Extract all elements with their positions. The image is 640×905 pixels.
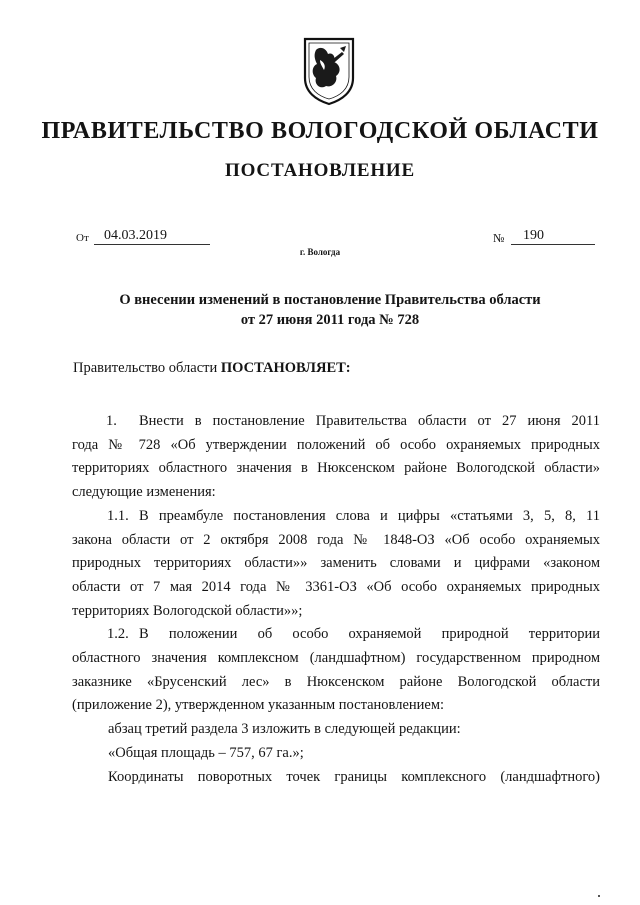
subject-line: от 27 июня 2011 года № 728 <box>240 312 420 328</box>
document-type: ПОСТАНОВЛЕНИЕ <box>225 160 415 181</box>
government-title: ПРАВИТЕЛЬСТВО ВОЛОГОДСКОЙ ОБЛАСТИ <box>41 118 599 144</box>
document-date: 04.03.2019 <box>94 228 210 245</box>
body-line: территориях Вологодской области»»; <box>72 602 303 619</box>
number-prefix: № <box>493 231 505 245</box>
body-line: заказнике «Брусенский лес» в Нюксенском районе Вологодской области <box>72 673 600 690</box>
city: г. Вологда <box>299 247 341 257</box>
decree-keyword: ПОСТАНОВЛЯЕТ: <box>220 360 351 376</box>
body-line: «Общая площадь – 757, 67 га.»; <box>108 744 304 761</box>
body-line: Координаты поворотных точек границы комплексного (ландшафтного) <box>108 768 600 785</box>
document-body <box>72 410 600 789</box>
subject-line: О внесении изменений в постановление Правительства области <box>119 292 541 308</box>
body-line: областного значения комплексном (ландшафтном) государственном природном <box>72 650 600 667</box>
item-number: 1.1. <box>107 507 129 524</box>
document-number: 190 <box>511 228 595 245</box>
item-number: 1.2. <box>107 626 129 643</box>
body-text: В положении об особо охраняемой природной территории <box>139 626 600 643</box>
body-line: абзац третий раздела 3 изложить в следующей редакции: <box>108 721 461 738</box>
body-line: года № 728 «Об утверждении положений об особо охраняемых природных <box>72 436 600 453</box>
decree-text: Правительство области <box>73 360 221 376</box>
document-subject <box>60 290 600 330</box>
item-number: 1. <box>106 413 117 429</box>
body-line <box>72 505 600 529</box>
vologda-coat-of-arms-icon <box>302 36 356 106</box>
body-line: закона области от 2 октября 2008 года № 1848-ОЗ «Об особо охраняемых <box>72 531 600 548</box>
body-line: (приложение 2), утвержденном указанным постановлением: <box>72 697 445 714</box>
date-prefix: От <box>76 232 89 244</box>
body-line <box>72 410 600 434</box>
decree-statement <box>73 360 351 377</box>
body-line: следующие изменения: <box>72 484 216 501</box>
body-line <box>72 623 600 647</box>
scan-speck <box>598 895 600 897</box>
body-text: В преамбуле постановления слова и цифры «статьями 3, 5, 8, 11 <box>139 507 600 524</box>
body-line: природных территориях области»» заменить словами и цифрами «законом <box>72 555 600 572</box>
body-line: территориях областного значения в Нюксенском районе Вологодской области» <box>72 460 600 477</box>
body-text: Внести в постановление Правительства области от 27 июня 2011 <box>139 413 600 429</box>
body-line: области от 7 мая 2014 года № 3361-ОЗ «Об особо охраняемых природных <box>72 578 600 595</box>
